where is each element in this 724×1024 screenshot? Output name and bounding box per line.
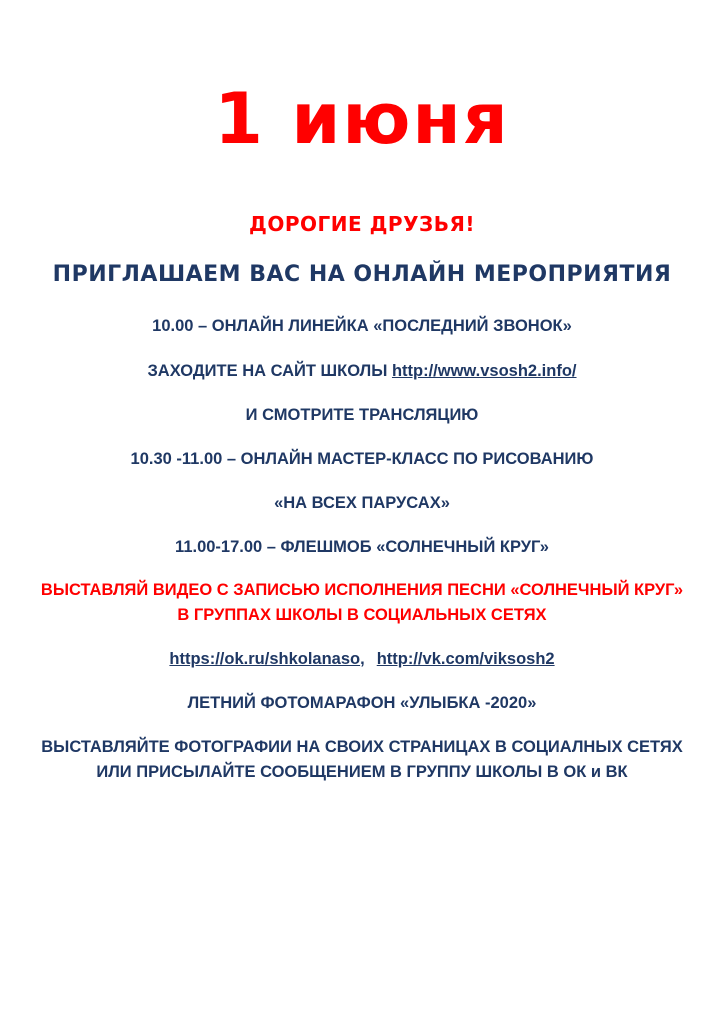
- event-line-site: [0, 362, 724, 381]
- photo-call-line-2: ИЛИ ПРИСЫЛАЙТЕ СООБЩЕНИЕМ В ГРУППУ ШКОЛЫ В ОК и ВК: [96, 763, 628, 781]
- photomarathon-line: ЛЕТНИЙ ФОТОМАРАФОН «УЛЫБКА -2020»: [187, 694, 537, 712]
- school-site-link[interactable]: http://www.vsosh2.info/: [391, 362, 577, 380]
- flashmob-call-line-1: ВЫСТАВЛЯЙ ВИДЕО С ЗАПИСЬЮ ИСПОЛНЕНИЯ ПЕСНИ «СОЛНЕЧНЫЙ КРУГ»: [40, 581, 684, 599]
- event-line-masterclass-name: «НА ВСЕХ ПАРУСАХ»: [274, 494, 450, 512]
- invite-heading: ПРИГЛАШАЕМ ВАС НА ОНЛАЙН МЕРОПРИЯТИЯ: [52, 262, 672, 287]
- ok-group-link[interactable]: https://ok.ru/shkolanaso: [169, 650, 361, 668]
- site-prefix-text: ЗАХОДИТЕ НА САЙТ ШКОЛЫ: [147, 362, 392, 380]
- social-links-line: [0, 650, 724, 669]
- flashmob-call-line-2: В ГРУППАХ ШКОЛЫ В СОЦИАЛЬНЫХ СЕТЯХ: [177, 606, 547, 624]
- link-separator: ,: [360, 650, 365, 668]
- greeting-heading: ДОРОГИЕ ДРУЗЬЯ!: [249, 212, 475, 236]
- poster-title: 1 июня: [214, 78, 510, 160]
- photo-call-line-1: ВЫСТАВЛЯЙТЕ ФОТОГРАФИИ НА СВОИХ СТРАНИЦАХ В СОЦИАЛНЫХ СЕТЯХ: [41, 738, 683, 756]
- event-line-masterclass: 10.30 -11.00 – ОНЛАЙН МАСТЕР-КЛАСС ПО РИСОВАНИЮ: [130, 450, 594, 468]
- event-line-watch: И СМОТРИТЕ ТРАНСЛЯЦИЮ: [245, 406, 479, 424]
- event-line-flashmob: 11.00-17.00 – ФЛЕШМОБ «СОЛНЕЧНЫЙ КРУГ»: [175, 538, 549, 556]
- vk-group-link[interactable]: http://vk.com/viksosh2: [376, 650, 555, 668]
- event-line-ceremony: 10.00 – ОНЛАЙН ЛИНЕЙКА «ПОСЛЕДНИЙ ЗВОНОК»: [152, 317, 572, 335]
